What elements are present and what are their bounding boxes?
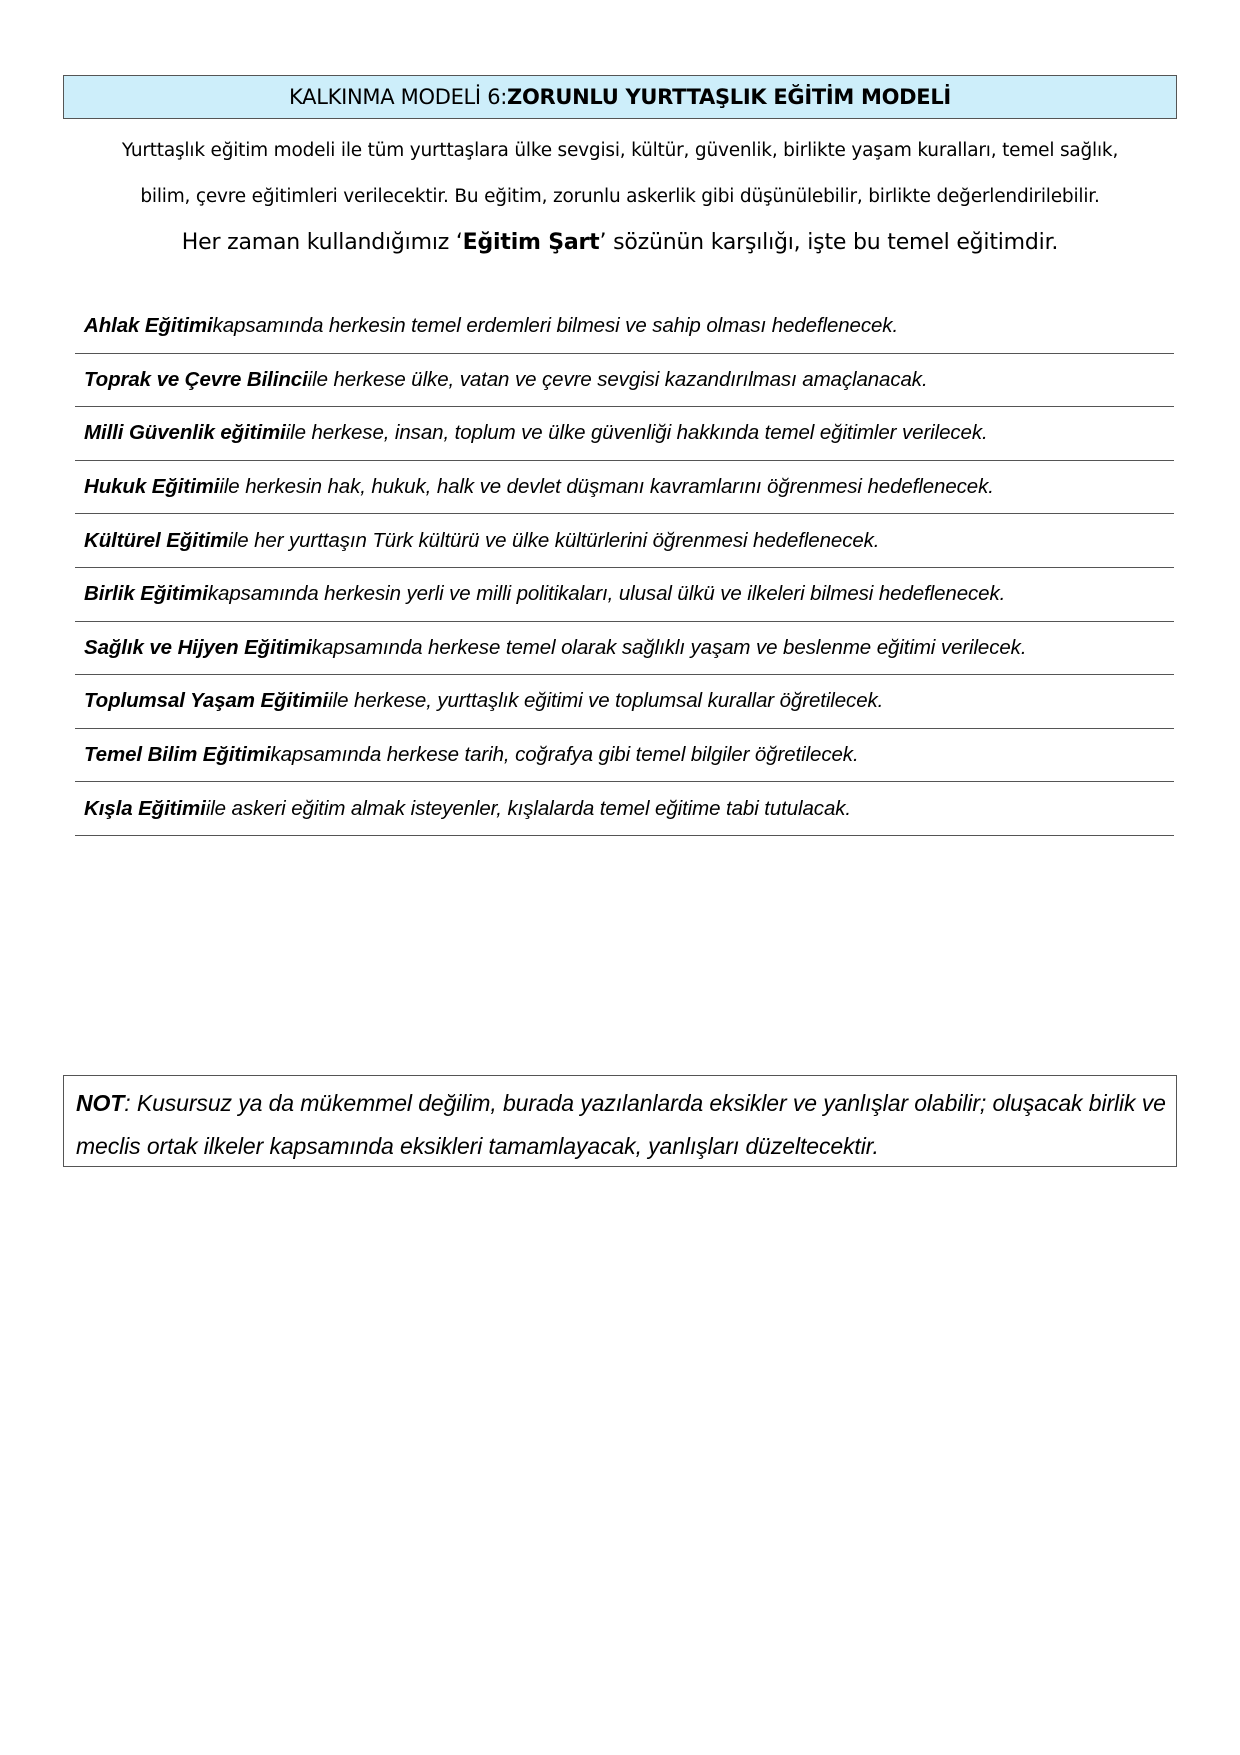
item-text: ile herkese, yurttaşlık eğitimi ve toplumsal kurallar öğretilecek. <box>328 689 884 713</box>
item-title: Hukuk Eğitimi <box>84 475 220 499</box>
education-list <box>75 300 1174 836</box>
list-item <box>75 300 1174 354</box>
intro-line-3 <box>63 230 1177 255</box>
title-bold: ZORUNLU YURTTAŞLIK EĞİTİM MODELİ <box>507 85 951 109</box>
item-title: Toplumsal Yaşam Eğitimi <box>84 689 329 713</box>
list-item <box>75 461 1174 515</box>
item-title: Temel Bilim Eğitimi <box>84 743 271 767</box>
item-title: Kültürel Eğitim <box>84 528 229 552</box>
item-text: ile herkese ülke, vatan ve çevre sevgisi kazandırılması amaçlanacak. <box>307 367 928 391</box>
intro-line-3-emphasis: Eğitim Şart <box>462 230 600 255</box>
intro-line-1: Yurttaşlık eğitim modeli ile tüm yurttaşlara ülke sevgisi, kültür, güvenlik, birlikte yaşam kuralları, temel sağlık, <box>121 140 1119 161</box>
note-label: NOT <box>76 1090 125 1116</box>
item-title: Toprak ve Çevre Bilinci <box>84 367 308 391</box>
item-text: ile herkese, insan, toplum ve ülke güvenliği hakkında temel eğitimler verilecek. <box>285 421 988 445</box>
item-title: Birlik Eğitimi <box>84 582 208 606</box>
item-text: ile herkesin hak, hukuk, halk ve devlet düşmanı kavramlarını öğrenmesi hedeflenecek. <box>219 475 994 499</box>
list-item <box>75 568 1174 622</box>
note-box <box>63 1075 1177 1167</box>
list-item <box>75 514 1174 568</box>
item-text: ile her yurttaşın Türk kültürü ve ülke kültürlerini öğrenmesi hedeflenecek. <box>228 528 880 552</box>
item-text: kapsamında herkese tarih, coğrafya gibi temel bilgiler öğretilecek. <box>270 743 859 767</box>
intro-line-3-start: Her zaman kullandığımız ‘ <box>181 230 463 255</box>
list-item <box>75 407 1174 461</box>
intro-line-3-end: ’ sözünün karşılığı, işte bu temel eğitimdir. <box>599 230 1059 255</box>
list-item <box>75 354 1174 408</box>
list-item <box>75 675 1174 729</box>
item-text: kapsamında herkesin yerli ve milli politikaları, ulusal ülkü ve ilkeleri bilmesi hedeflenecek. <box>207 582 1006 606</box>
note-text: : Kusursuz ya da mükemmel değilim, burada yazılanlarda eksikler ve yanlışlar olabilir; oluşacak birlik ve meclis ortak ilkeler kapsamında eksikleri tamamlayacak, yanlışları düzeltecektir. <box>76 1090 1166 1159</box>
list-item <box>75 729 1174 783</box>
item-title: Milli Güvenlik eğitimi <box>84 421 286 445</box>
list-item <box>75 622 1174 676</box>
intro-line-2: bilim, çevre eğitimleri verilecektir. Bu eğitim, zorunlu askerlik gibi düşünülebilir, birlikte değerlendirilebilir. <box>140 186 1100 207</box>
item-title: Ahlak Eğitimi <box>84 314 213 338</box>
item-title: Kışla Eğitimi <box>84 796 206 820</box>
title-prefix: KALKINMA MODELİ 6: <box>289 85 508 109</box>
item-title: Sağlık ve Hijyen Eğitimi <box>84 635 312 659</box>
item-text: ile askeri eğitim almak isteyenler, kışlalarda temel eğitime tabi tutulacak. <box>205 796 852 820</box>
item-text: kapsamında herkese temel olarak sağlıklı yaşam ve beslenme eğitimi verilecek. <box>311 635 1027 659</box>
page-title <box>63 75 1177 119</box>
list-item <box>75 782 1174 836</box>
item-text: kapsamında herkesin temel erdemleri bilmesi ve sahip olması hedeflenecek. <box>212 314 899 338</box>
